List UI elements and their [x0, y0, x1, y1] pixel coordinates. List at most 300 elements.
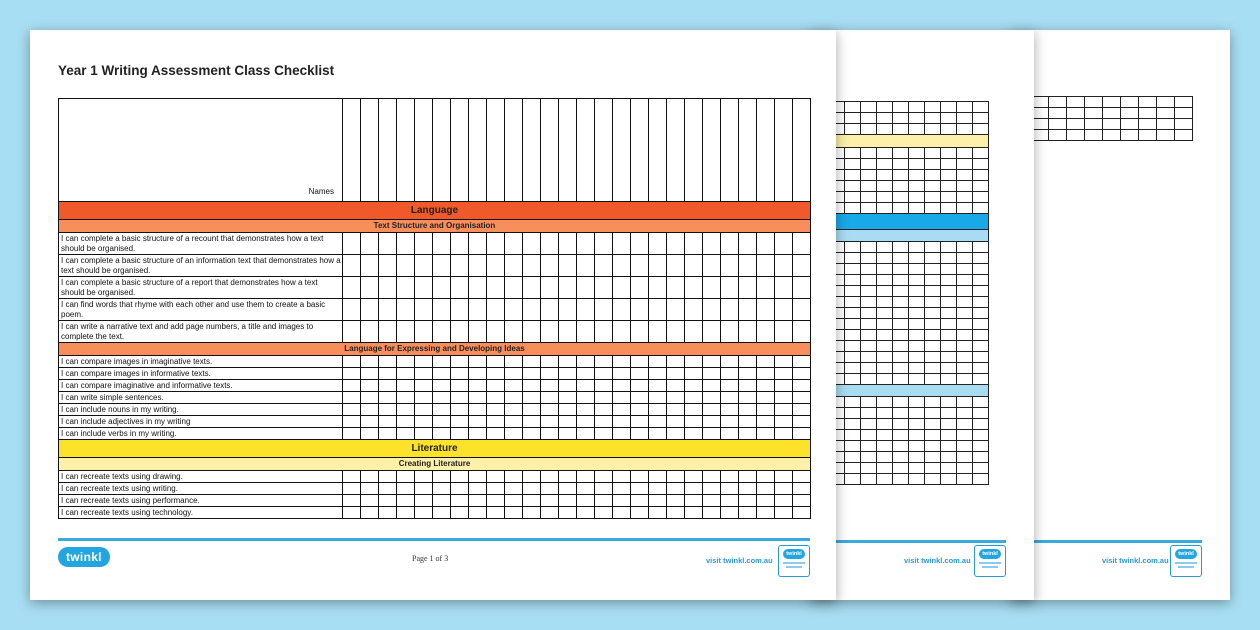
check-cell[interactable] [685, 428, 703, 440]
student-name-cell[interactable] [775, 99, 793, 202]
check-cell[interactable] [541, 277, 559, 299]
check-cell[interactable] [415, 368, 433, 380]
check-cell[interactable] [793, 299, 811, 321]
check-cell[interactable] [631, 356, 649, 368]
check-cell[interactable] [451, 483, 469, 495]
check-cell[interactable] [451, 495, 469, 507]
check-cell[interactable] [721, 404, 739, 416]
check-cell[interactable] [397, 471, 415, 483]
check-cell[interactable] [523, 321, 541, 343]
check-cell[interactable] [595, 380, 613, 392]
check-cell[interactable] [559, 483, 577, 495]
check-cell[interactable] [487, 255, 505, 277]
check-cell[interactable] [685, 277, 703, 299]
check-cell[interactable] [793, 483, 811, 495]
check-cell[interactable] [361, 471, 379, 483]
check-cell[interactable] [541, 507, 559, 519]
check-cell[interactable] [451, 507, 469, 519]
check-cell[interactable] [415, 404, 433, 416]
check-cell[interactable] [505, 471, 523, 483]
check-cell[interactable] [739, 299, 757, 321]
check-cell[interactable] [343, 471, 361, 483]
check-cell[interactable] [397, 233, 415, 255]
check-cell[interactable] [397, 428, 415, 440]
check-cell[interactable] [523, 356, 541, 368]
check-cell[interactable] [721, 483, 739, 495]
check-cell[interactable] [559, 428, 577, 440]
check-cell[interactable] [685, 471, 703, 483]
check-cell[interactable] [379, 416, 397, 428]
check-cell[interactable] [505, 483, 523, 495]
check-cell[interactable] [757, 428, 775, 440]
check-cell[interactable] [379, 404, 397, 416]
check-cell[interactable] [577, 416, 595, 428]
check-cell[interactable] [487, 380, 505, 392]
check-cell[interactable] [757, 356, 775, 368]
check-cell[interactable] [451, 299, 469, 321]
check-cell[interactable] [667, 428, 685, 440]
check-cell[interactable] [415, 495, 433, 507]
check-cell[interactable] [757, 299, 775, 321]
check-cell[interactable] [451, 356, 469, 368]
check-cell[interactable] [577, 471, 595, 483]
student-name-cell[interactable] [487, 99, 505, 202]
student-name-cell[interactable] [523, 99, 541, 202]
check-cell[interactable] [631, 428, 649, 440]
check-cell[interactable] [487, 368, 505, 380]
check-cell[interactable] [649, 428, 667, 440]
student-name-cell[interactable] [667, 99, 685, 202]
check-cell[interactable] [487, 495, 505, 507]
check-cell[interactable] [631, 380, 649, 392]
check-cell[interactable] [541, 368, 559, 380]
check-cell[interactable] [793, 277, 811, 299]
check-cell[interactable] [649, 416, 667, 428]
student-name-cell[interactable] [577, 99, 595, 202]
check-cell[interactable] [433, 255, 451, 277]
check-cell[interactable] [595, 471, 613, 483]
student-name-cell[interactable] [397, 99, 415, 202]
check-cell[interactable] [721, 299, 739, 321]
check-cell[interactable] [541, 380, 559, 392]
check-cell[interactable] [343, 368, 361, 380]
check-cell[interactable] [505, 392, 523, 404]
check-cell[interactable] [631, 471, 649, 483]
check-cell[interactable] [775, 277, 793, 299]
check-cell[interactable] [415, 483, 433, 495]
check-cell[interactable] [469, 233, 487, 255]
check-cell[interactable] [739, 495, 757, 507]
check-cell[interactable] [559, 368, 577, 380]
check-cell[interactable] [649, 495, 667, 507]
check-cell[interactable] [559, 277, 577, 299]
student-name-cell[interactable] [469, 99, 487, 202]
check-cell[interactable] [703, 368, 721, 380]
check-cell[interactable] [415, 380, 433, 392]
check-cell[interactable] [703, 428, 721, 440]
check-cell[interactable] [343, 299, 361, 321]
check-cell[interactable] [451, 233, 469, 255]
check-cell[interactable] [775, 495, 793, 507]
check-cell[interactable] [757, 471, 775, 483]
check-cell[interactable] [541, 392, 559, 404]
check-cell[interactable] [685, 356, 703, 368]
check-cell[interactable] [703, 416, 721, 428]
check-cell[interactable] [667, 277, 685, 299]
check-cell[interactable] [649, 321, 667, 343]
check-cell[interactable] [559, 356, 577, 368]
check-cell[interactable] [757, 277, 775, 299]
check-cell[interactable] [379, 428, 397, 440]
check-cell[interactable] [487, 507, 505, 519]
check-cell[interactable] [397, 299, 415, 321]
check-cell[interactable] [649, 471, 667, 483]
check-cell[interactable] [613, 233, 631, 255]
check-cell[interactable] [361, 495, 379, 507]
check-cell[interactable] [667, 495, 685, 507]
check-cell[interactable] [343, 255, 361, 277]
check-cell[interactable] [703, 471, 721, 483]
check-cell[interactable] [523, 277, 541, 299]
check-cell[interactable] [793, 368, 811, 380]
student-name-cell[interactable] [505, 99, 523, 202]
check-cell[interactable] [721, 255, 739, 277]
check-cell[interactable] [775, 299, 793, 321]
check-cell[interactable] [487, 277, 505, 299]
check-cell[interactable] [757, 380, 775, 392]
check-cell[interactable] [487, 416, 505, 428]
check-cell[interactable] [667, 471, 685, 483]
check-cell[interactable] [541, 404, 559, 416]
check-cell[interactable] [793, 356, 811, 368]
check-cell[interactable] [631, 277, 649, 299]
student-name-cell[interactable] [793, 99, 811, 202]
check-cell[interactable] [505, 321, 523, 343]
check-cell[interactable] [541, 233, 559, 255]
check-cell[interactable] [415, 416, 433, 428]
check-cell[interactable] [667, 392, 685, 404]
check-cell[interactable] [667, 380, 685, 392]
check-cell[interactable] [595, 392, 613, 404]
check-cell[interactable] [667, 507, 685, 519]
check-cell[interactable] [739, 404, 757, 416]
check-cell[interactable] [757, 321, 775, 343]
check-cell[interactable] [415, 277, 433, 299]
check-cell[interactable] [451, 277, 469, 299]
check-cell[interactable] [505, 299, 523, 321]
check-cell[interactable] [505, 404, 523, 416]
check-cell[interactable] [721, 416, 739, 428]
check-cell[interactable] [775, 233, 793, 255]
check-cell[interactable] [595, 299, 613, 321]
check-cell[interactable] [595, 483, 613, 495]
check-cell[interactable] [505, 277, 523, 299]
check-cell[interactable] [649, 356, 667, 368]
student-name-cell[interactable] [379, 99, 397, 202]
check-cell[interactable] [559, 321, 577, 343]
check-cell[interactable] [451, 404, 469, 416]
check-cell[interactable] [685, 368, 703, 380]
check-cell[interactable] [361, 428, 379, 440]
check-cell[interactable] [379, 471, 397, 483]
check-cell[interactable] [721, 471, 739, 483]
check-cell[interactable] [577, 321, 595, 343]
check-cell[interactable] [343, 404, 361, 416]
check-cell[interactable] [379, 356, 397, 368]
check-cell[interactable] [775, 392, 793, 404]
check-cell[interactable] [685, 299, 703, 321]
check-cell[interactable] [559, 507, 577, 519]
check-cell[interactable] [523, 428, 541, 440]
check-cell[interactable] [739, 368, 757, 380]
check-cell[interactable] [757, 392, 775, 404]
check-cell[interactable] [343, 321, 361, 343]
check-cell[interactable] [541, 416, 559, 428]
check-cell[interactable] [631, 495, 649, 507]
check-cell[interactable] [433, 380, 451, 392]
check-cell[interactable] [667, 416, 685, 428]
check-cell[interactable] [775, 483, 793, 495]
check-cell[interactable] [739, 255, 757, 277]
check-cell[interactable] [757, 495, 775, 507]
check-cell[interactable] [577, 380, 595, 392]
check-cell[interactable] [379, 233, 397, 255]
check-cell[interactable] [793, 380, 811, 392]
check-cell[interactable] [487, 428, 505, 440]
check-cell[interactable] [703, 277, 721, 299]
check-cell[interactable] [433, 392, 451, 404]
check-cell[interactable] [703, 299, 721, 321]
visit-link[interactable]: visit twinkl.com.au [904, 556, 971, 565]
check-cell[interactable] [613, 321, 631, 343]
check-cell[interactable] [397, 495, 415, 507]
check-cell[interactable] [739, 428, 757, 440]
check-cell[interactable] [361, 380, 379, 392]
check-cell[interactable] [541, 321, 559, 343]
check-cell[interactable] [649, 483, 667, 495]
check-cell[interactable] [397, 416, 415, 428]
check-cell[interactable] [469, 368, 487, 380]
check-cell[interactable] [793, 495, 811, 507]
check-cell[interactable] [361, 404, 379, 416]
check-cell[interactable] [649, 380, 667, 392]
check-cell[interactable] [667, 321, 685, 343]
check-cell[interactable] [721, 321, 739, 343]
check-cell[interactable] [595, 321, 613, 343]
check-cell[interactable] [523, 255, 541, 277]
check-cell[interactable] [685, 483, 703, 495]
check-cell[interactable] [523, 404, 541, 416]
check-cell[interactable] [667, 356, 685, 368]
check-cell[interactable] [703, 255, 721, 277]
check-cell[interactable] [649, 277, 667, 299]
check-cell[interactable] [577, 428, 595, 440]
check-cell[interactable] [793, 321, 811, 343]
check-cell[interactable] [775, 356, 793, 368]
check-cell[interactable] [361, 233, 379, 255]
check-cell[interactable] [379, 483, 397, 495]
check-cell[interactable] [613, 299, 631, 321]
check-cell[interactable] [541, 483, 559, 495]
check-cell[interactable] [721, 356, 739, 368]
check-cell[interactable] [505, 233, 523, 255]
check-cell[interactable] [397, 277, 415, 299]
check-cell[interactable] [631, 321, 649, 343]
check-cell[interactable] [595, 277, 613, 299]
visit-link[interactable]: visit twinkl.com.au [1102, 556, 1169, 565]
check-cell[interactable] [577, 495, 595, 507]
check-cell[interactable] [469, 507, 487, 519]
check-cell[interactable] [631, 299, 649, 321]
check-cell[interactable] [613, 416, 631, 428]
check-cell[interactable] [433, 368, 451, 380]
check-cell[interactable] [685, 380, 703, 392]
check-cell[interactable] [541, 255, 559, 277]
check-cell[interactable] [631, 392, 649, 404]
check-cell[interactable] [667, 255, 685, 277]
check-cell[interactable] [595, 495, 613, 507]
check-cell[interactable] [361, 392, 379, 404]
check-cell[interactable] [343, 428, 361, 440]
check-cell[interactable] [613, 392, 631, 404]
student-name-cell[interactable] [703, 99, 721, 202]
check-cell[interactable] [721, 380, 739, 392]
check-cell[interactable] [667, 299, 685, 321]
check-cell[interactable] [757, 507, 775, 519]
check-cell[interactable] [523, 416, 541, 428]
check-cell[interactable] [775, 404, 793, 416]
check-cell[interactable] [379, 392, 397, 404]
check-cell[interactable] [469, 404, 487, 416]
check-cell[interactable] [703, 233, 721, 255]
check-cell[interactable] [523, 392, 541, 404]
check-cell[interactable] [559, 255, 577, 277]
check-cell[interactable] [721, 495, 739, 507]
check-cell[interactable] [775, 321, 793, 343]
check-cell[interactable] [721, 233, 739, 255]
check-cell[interactable] [793, 416, 811, 428]
check-cell[interactable] [433, 416, 451, 428]
check-cell[interactable] [595, 368, 613, 380]
check-cell[interactable] [397, 321, 415, 343]
check-cell[interactable] [685, 416, 703, 428]
check-cell[interactable] [631, 233, 649, 255]
check-cell[interactable] [433, 507, 451, 519]
check-cell[interactable] [559, 299, 577, 321]
check-cell[interactable] [685, 507, 703, 519]
check-cell[interactable] [595, 416, 613, 428]
check-cell[interactable] [415, 321, 433, 343]
check-cell[interactable] [685, 404, 703, 416]
check-cell[interactable] [397, 356, 415, 368]
check-cell[interactable] [613, 428, 631, 440]
check-cell[interactable] [415, 233, 433, 255]
check-cell[interactable] [757, 483, 775, 495]
check-cell[interactable] [613, 368, 631, 380]
check-cell[interactable] [469, 416, 487, 428]
check-cell[interactable] [739, 277, 757, 299]
check-cell[interactable] [505, 356, 523, 368]
student-name-cell[interactable] [559, 99, 577, 202]
check-cell[interactable] [685, 233, 703, 255]
check-cell[interactable] [757, 255, 775, 277]
check-cell[interactable] [433, 471, 451, 483]
check-cell[interactable] [415, 471, 433, 483]
check-cell[interactable] [361, 299, 379, 321]
check-cell[interactable] [595, 428, 613, 440]
check-cell[interactable] [469, 356, 487, 368]
check-cell[interactable] [739, 471, 757, 483]
check-cell[interactable] [469, 299, 487, 321]
check-cell[interactable] [361, 277, 379, 299]
check-cell[interactable] [469, 277, 487, 299]
check-cell[interactable] [721, 368, 739, 380]
check-cell[interactable] [631, 507, 649, 519]
check-cell[interactable] [577, 507, 595, 519]
check-cell[interactable] [361, 356, 379, 368]
check-cell[interactable] [577, 255, 595, 277]
check-cell[interactable] [595, 404, 613, 416]
check-cell[interactable] [523, 471, 541, 483]
check-cell[interactable] [451, 321, 469, 343]
check-cell[interactable] [703, 356, 721, 368]
check-cell[interactable] [775, 428, 793, 440]
check-cell[interactable] [595, 507, 613, 519]
check-cell[interactable] [559, 392, 577, 404]
check-cell[interactable] [721, 277, 739, 299]
check-cell[interactable] [361, 507, 379, 519]
check-cell[interactable] [739, 416, 757, 428]
check-cell[interactable] [631, 368, 649, 380]
check-cell[interactable] [487, 404, 505, 416]
check-cell[interactable] [577, 368, 595, 380]
check-cell[interactable] [343, 380, 361, 392]
check-cell[interactable] [739, 233, 757, 255]
check-cell[interactable] [649, 255, 667, 277]
check-cell[interactable] [793, 233, 811, 255]
check-cell[interactable] [685, 255, 703, 277]
check-cell[interactable] [433, 495, 451, 507]
check-cell[interactable] [415, 299, 433, 321]
check-cell[interactable] [703, 495, 721, 507]
check-cell[interactable] [433, 356, 451, 368]
student-name-cell[interactable] [739, 99, 757, 202]
check-cell[interactable] [397, 507, 415, 519]
check-cell[interactable] [397, 404, 415, 416]
check-cell[interactable] [577, 277, 595, 299]
check-cell[interactable] [505, 428, 523, 440]
check-cell[interactable] [397, 368, 415, 380]
check-cell[interactable] [793, 428, 811, 440]
check-cell[interactable] [613, 277, 631, 299]
check-cell[interactable] [649, 392, 667, 404]
check-cell[interactable] [469, 483, 487, 495]
check-cell[interactable] [343, 392, 361, 404]
check-cell[interactable] [649, 507, 667, 519]
check-cell[interactable] [343, 483, 361, 495]
check-cell[interactable] [505, 416, 523, 428]
check-cell[interactable] [631, 404, 649, 416]
check-cell[interactable] [613, 471, 631, 483]
check-cell[interactable] [541, 471, 559, 483]
check-cell[interactable] [577, 483, 595, 495]
check-cell[interactable] [685, 321, 703, 343]
check-cell[interactable] [487, 392, 505, 404]
check-cell[interactable] [523, 483, 541, 495]
check-cell[interactable] [397, 392, 415, 404]
check-cell[interactable] [667, 368, 685, 380]
check-cell[interactable] [361, 483, 379, 495]
